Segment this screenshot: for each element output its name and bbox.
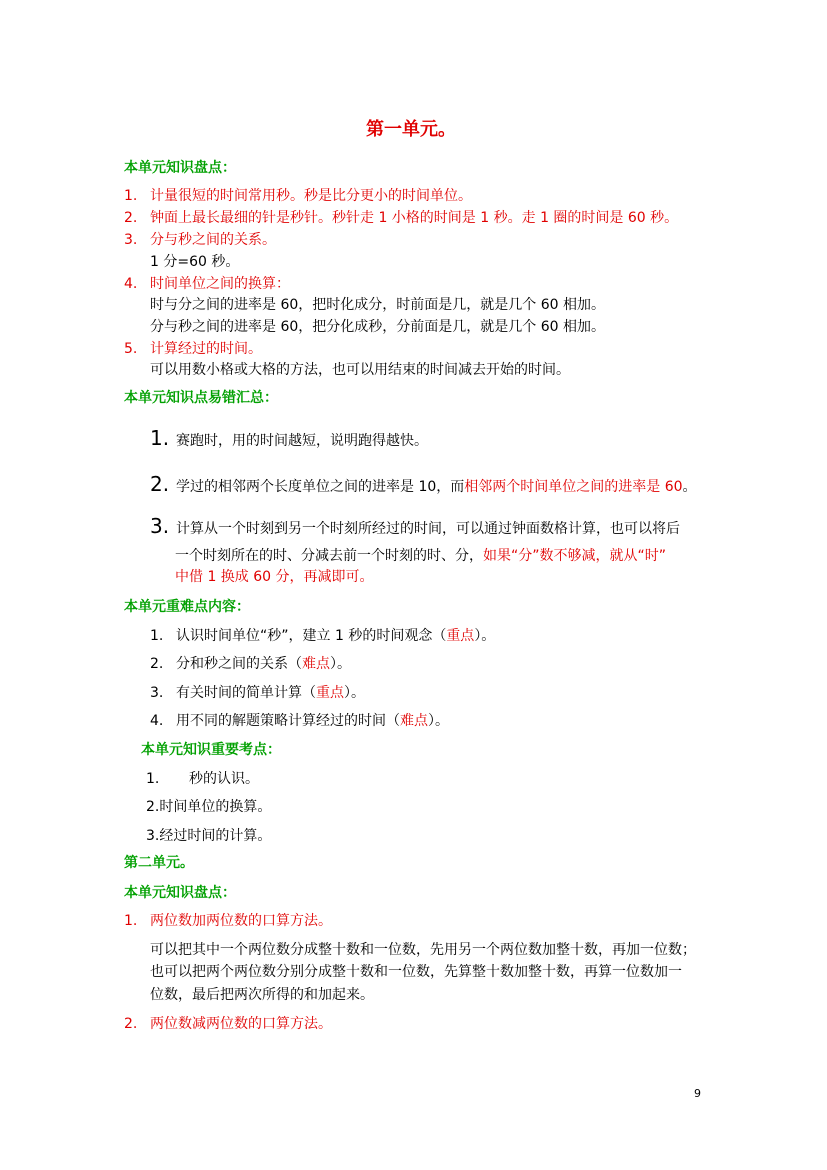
- exam-item: 1. 秒的认识。: [146, 771, 259, 787]
- list-item: 5. 计算经过的时间。: [124, 341, 262, 357]
- page-title: 第一单元。: [366, 119, 456, 140]
- key-item: 4. 用不同的解题策略计算经过的时间（难点）。: [150, 713, 449, 729]
- section-heading-overview: 本单元知识盘点：: [124, 885, 236, 901]
- section-heading-key: 本单元重难点内容：: [124, 599, 250, 615]
- unit-title: 第二单元。: [124, 855, 194, 871]
- key-item: 1. 认识时间单位“秒”，建立 1 秒的时间观念（重点）。: [150, 628, 496, 644]
- key-item: 3. 有关时间的简单计算（重点）。: [150, 685, 365, 701]
- list-item-detail: 1 分=60 秒。: [150, 254, 240, 270]
- error-item: 1. 赛跑时，用的时间越短，说明跑得越快。: [150, 426, 428, 450]
- list-item-detail: 也可以把两个两位数分别分成整十数和一位数，先算整十数加整十数，再算一位数加一: [150, 964, 682, 980]
- key-item: 2. 分和秒之间的关系（难点）。: [150, 656, 351, 672]
- list-item-detail: 时与分之间的进率是 60，把时化成分，时前面是几，就是几个 60 相加。: [150, 297, 605, 313]
- error-item: 2. 学过的相邻两个长度单位之间的进率是 10，而相邻两个时间单位之间的进率是 60。: [150, 472, 697, 496]
- exam-item: 3.经过时间的计算。: [146, 828, 272, 844]
- list-item-detail: 分与秒之间的进率是 60，把分化成秒，分前面是几，就是几个 60 相加。: [150, 319, 605, 335]
- section-heading-errors: 本单元知识点易错汇总：: [124, 390, 278, 406]
- list-item: 2. 钟面上最长最细的针是秒针。秒针走 1 小格的时间是 1 秒。走 1 圈的时间是 60 秒。: [124, 210, 679, 226]
- error-item-continued: 一个时刻所在的时、分减去前一个时刻的时、分，如果“分”数不够减，就从“时”: [175, 548, 667, 564]
- list-item: 3. 分与秒之间的关系。: [124, 232, 276, 248]
- list-item: 1. 计量很短的时间常用秒。秒是比分更小的时间单位。: [124, 188, 472, 204]
- list-item-detail: 位数，最后把两次所得的和加起来。: [150, 987, 374, 1003]
- list-item: 2. 两位数减两位数的口算方法。: [124, 1016, 332, 1032]
- list-item: 1. 两位数加两位数的口算方法。: [124, 913, 332, 929]
- error-item: 3. 计算从一个时刻到另一个时刻所经过的时间，可以通过钟面数格计算，也可以将后: [150, 514, 680, 538]
- list-item: 4. 时间单位之间的换算：: [124, 276, 290, 292]
- list-item-detail: 可以把其中一个两位数分成整十数和一位数，先用另一个两位数加整十数，再加一位数；: [150, 942, 696, 958]
- section-heading-overview: 本单元知识盘点：: [124, 160, 236, 176]
- section-heading-exam: 本单元知识重要考点：: [141, 742, 281, 758]
- error-item-continued: 中借 1 换成 60 分，再减即可。: [175, 569, 374, 585]
- exam-item: 2.时间单位的换算。: [146, 799, 272, 815]
- list-item-detail: 可以用数小格或大格的方法，也可以用结束的时间减去开始的时间。: [150, 362, 570, 378]
- page-number: 9: [694, 1087, 701, 1100]
